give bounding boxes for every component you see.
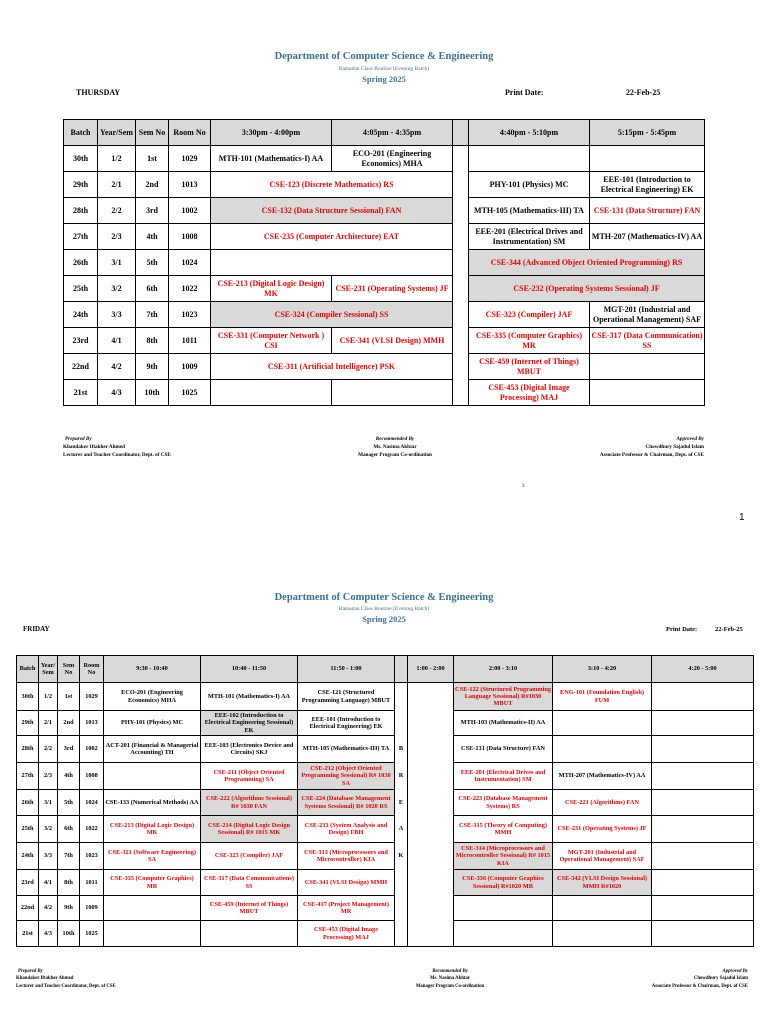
class-cell: CSE-223 (Database Management Systems) RS	[454, 790, 553, 816]
class-cell	[469, 146, 590, 172]
sem-no-cell: 6th	[136, 276, 169, 302]
class-cell	[590, 146, 705, 172]
class-cell: MGT-201 (Industrial and Operational Management) SAF	[590, 302, 705, 328]
room-cell: 1024	[80, 790, 104, 816]
class-cell: PHY-101 (Physics) MC	[469, 172, 590, 198]
class-cell	[553, 896, 652, 921]
header-slot-5: 3:10 - 4:20	[553, 656, 652, 683]
sem-no-cell: 9th	[136, 354, 169, 380]
approved-name: Chowdhury Sajadul Islam	[645, 444, 704, 451]
break-cell	[453, 354, 469, 380]
sem-no-cell: 7th	[136, 302, 169, 328]
class-cell	[211, 250, 453, 276]
class-cell: CSE-214 (Digital Logic Design Sessional) R# 1015 MK	[201, 816, 298, 843]
sem-no-cell: 10th	[136, 380, 169, 406]
class-cell: CSE-213 (Digital Logic Design) MK	[104, 816, 201, 843]
friday-routine-table	[16, 655, 754, 947]
sem-no-cell: 4th	[58, 763, 80, 790]
header-sem-no: Sem No	[136, 120, 169, 146]
batch-cell: 24th	[64, 302, 98, 328]
break-letter-e: E	[395, 790, 408, 816]
class-cell	[652, 896, 754, 921]
class-cell: MTH-105 (Mathematics-III) TA	[469, 198, 590, 224]
table-row	[17, 870, 754, 896]
gap-cell	[395, 921, 408, 947]
class-cell: MTH-101 (Mathematics-I) AA	[211, 146, 332, 172]
page2-dept-title: Department of Computer Science & Engineering	[274, 592, 494, 603]
room-cell: 1029	[169, 146, 211, 172]
break-cell	[453, 146, 469, 172]
room-cell: 1002	[169, 198, 211, 224]
sem-no-cell: 5th	[136, 250, 169, 276]
recommended-label: Recommended By	[432, 969, 468, 974]
recommended-role: Manager Program Co-ordination	[415, 983, 485, 989]
room-cell: 1025	[80, 921, 104, 947]
class-cell: CSE-123 (Discrete Mathematics) RS	[211, 172, 453, 198]
page1-print-date: 22-Feb-25	[626, 88, 661, 97]
break-cell	[453, 198, 469, 224]
page1-recommended-by	[340, 435, 450, 459]
class-cell: CSE-342 (VLSI Design Sessional) MMH R#1020	[553, 870, 652, 896]
class-cell: CSE-323 (Compiler) JAF	[469, 302, 590, 328]
batch-cell: 30th	[17, 683, 39, 711]
batch-cell: 28th	[64, 198, 98, 224]
header-slot-1: 3:30pm - 4:00pm	[211, 120, 332, 146]
class-cell: CSE-133 (Numerical Methods) AA	[104, 790, 201, 816]
sem-no-cell: 4th	[136, 224, 169, 250]
class-cell: CSE-213 (Digital Logic Design) MK	[211, 276, 332, 302]
class-cell	[590, 354, 705, 380]
table-row	[64, 354, 705, 380]
sem-no-cell: 8th	[136, 328, 169, 354]
class-cell: CSE-224 (Database Management Systems Sessional) R# 1020 RS	[298, 790, 395, 816]
batch-cell: 29th	[64, 172, 98, 198]
year-sem-cell: 4/2	[98, 354, 136, 380]
sem-no-cell: 6th	[58, 816, 80, 843]
header-slot-4: 5:15pm - 5:45pm	[590, 120, 705, 146]
header-batch: Batch	[64, 120, 98, 146]
class-cell: CSE-453 (Digital Image Processing) MAJ	[469, 380, 590, 406]
class-cell: EEE-102 (Introduction to Electrical Engineering Sessional) EK	[201, 711, 298, 736]
year-sem-cell: 2/2	[39, 736, 58, 763]
class-cell: CSE-331 (Computer Network ) CSI	[211, 328, 332, 354]
recommended-label: Recommended By	[375, 436, 415, 442]
room-cell: 1002	[80, 736, 104, 763]
sem-no-cell: 9th	[58, 896, 80, 921]
class-cell: CSE-211 (Object Oriented Programming) SA	[201, 763, 298, 790]
page2-routine-title: Ramadan Class Routine (Evening Batch)	[338, 606, 430, 612]
sem-no-cell: 7th	[58, 843, 80, 870]
class-cell: CSE-335 (Computer Graphics) MR	[469, 328, 590, 354]
class-cell: EEE-101 (Introduction to Electrical Engineering) EK	[298, 711, 395, 736]
page1-prepared-by	[63, 435, 171, 459]
class-cell: EEE-103 (Electronics Device and Circuits) SKJ	[201, 736, 298, 763]
class-cell: CSE-324 (Compiler Sessional) SS	[211, 302, 453, 328]
class-cell: MGT-201 (Industrial and Operational Management) SAF	[553, 843, 652, 870]
recommended-role: Manager Program Co-ordination	[358, 452, 432, 459]
class-cell: ECO-201 (Engineering Economics) MHA	[104, 683, 201, 711]
table-row	[17, 683, 754, 711]
room-cell: 1013	[80, 711, 104, 736]
approved-label: Approved By	[676, 436, 704, 442]
class-cell: CSE-417 (Project Management) MR	[298, 896, 395, 921]
table-row	[64, 380, 705, 406]
room-cell: 1008	[80, 763, 104, 790]
break-letter-a: A	[395, 816, 408, 843]
room-cell: 1009	[80, 896, 104, 921]
table-row	[64, 328, 705, 354]
class-cell: CSE-336 (Computer Graphics Sessional) R#1020 MR	[454, 870, 553, 896]
year-sem-cell: 3/1	[98, 250, 136, 276]
class-cell: CSE-221 (Algorithms) FAN	[553, 790, 652, 816]
batch-cell: 27th	[64, 224, 98, 250]
year-sem-cell: 2/3	[98, 224, 136, 250]
room-cell: 1029	[80, 683, 104, 711]
room-cell: 1023	[80, 843, 104, 870]
page1-routine-title: Ramadan Class Routine (Evening Batch)	[338, 66, 430, 72]
class-cell: EEE-201 (Electrical Drives and Instrumentation) SM	[454, 763, 553, 790]
batch-cell: 25th	[17, 816, 39, 843]
class-cell: CSE-232 (Operating Systems Sessional) JF	[469, 276, 705, 302]
year-sem-cell: 1/2	[98, 146, 136, 172]
room-cell: 1024	[169, 250, 211, 276]
table-row	[17, 843, 754, 870]
class-cell	[104, 921, 201, 947]
page2-print-label: Print Date:	[666, 626, 698, 633]
page2-recommended-by	[395, 968, 505, 990]
table-row	[64, 172, 705, 198]
header-slot-1: 9:30 - 10:40	[104, 656, 201, 683]
class-cell	[652, 843, 754, 870]
break-letter-k: K	[395, 843, 408, 870]
batch-cell: 22nd	[64, 354, 98, 380]
break-cell	[408, 790, 454, 816]
table-row	[64, 276, 705, 302]
page-number: 1	[739, 512, 745, 523]
break-cell	[453, 172, 469, 198]
class-cell: CSE-235 (Computer Architecture) EAT	[211, 224, 453, 250]
room-cell: 1013	[169, 172, 211, 198]
year-sem-cell: 4/2	[39, 896, 58, 921]
year-sem-cell: 3/2	[98, 276, 136, 302]
class-cell	[652, 711, 754, 736]
batch-cell: 29th	[17, 711, 39, 736]
prepared-name: Khandaker Iftakher Ahmed	[63, 444, 126, 451]
class-cell: ACT-201 (Financial & Managerial Accounting) TH	[104, 736, 201, 763]
page1-dept-title: Department of Computer Science & Engineering	[274, 51, 494, 62]
class-cell	[332, 380, 453, 406]
header-sem-no: Sem No	[58, 656, 80, 683]
table-header-row	[17, 656, 754, 683]
approved-name: Chowdhury Sajadul Islam	[693, 976, 748, 982]
batch-cell: 26th	[64, 250, 98, 276]
year-sem-cell: 3/2	[39, 816, 58, 843]
table-row	[17, 711, 754, 736]
batch-cell: 22nd	[17, 896, 39, 921]
batch-cell: 26th	[17, 790, 39, 816]
year-sem-cell: 4/1	[39, 870, 58, 896]
thursday-routine-table	[63, 119, 705, 406]
class-cell: CSE-233 (System Analysis and Design) FBH	[298, 816, 395, 843]
class-cell	[104, 763, 201, 790]
gap-cell	[395, 683, 408, 711]
room-cell: 1025	[169, 380, 211, 406]
year-sem-cell: 4/3	[39, 921, 58, 947]
break-cell	[408, 683, 454, 711]
class-cell: CSE-311 (Artificial Intelligence) PSK	[211, 354, 453, 380]
class-cell: EEE-201 (Electrical Drives and Instrumentation) SM	[469, 224, 590, 250]
room-cell: 1022	[169, 276, 211, 302]
class-cell: CSE-222 (Algorithms Sessional) R# 1030 FAN	[201, 790, 298, 816]
break-cell	[408, 816, 454, 843]
class-cell: CSE-459 (Internet of Things) MBUT	[469, 354, 590, 380]
sem-no-cell: 2nd	[136, 172, 169, 198]
prepared-name: Khandaker Iftakher Ahmed	[16, 976, 74, 982]
class-cell: CSE-335 (Computer Graphics) MR	[104, 870, 201, 896]
table-row	[17, 763, 754, 790]
page2-print-date: 22-Feb-25	[715, 626, 743, 633]
break-cell	[453, 250, 469, 276]
header-year-sem: Year/ Sem	[39, 656, 58, 683]
class-cell	[201, 921, 298, 947]
break-letter-b: B	[395, 736, 408, 763]
recommended-name: Ms. Nasima Akhtar	[429, 976, 471, 982]
break-cell	[408, 763, 454, 790]
class-cell	[652, 921, 754, 947]
break-cell	[453, 224, 469, 250]
prepared-label: Prepared By	[65, 436, 92, 442]
class-cell: EEE-101 (Introduction to Electrical Engineering) EK	[590, 172, 705, 198]
header-break	[453, 120, 469, 146]
header-slot-3: 4:40pm - 5:10pm	[469, 120, 590, 146]
room-cell: 1009	[169, 354, 211, 380]
batch-cell: 23rd	[17, 870, 39, 896]
batch-cell: 28th	[17, 736, 39, 763]
break-letter-r: R	[395, 763, 408, 790]
table-row	[64, 198, 705, 224]
page1-day: THURSDAY	[76, 88, 121, 97]
sem-no-cell: 1st	[136, 146, 169, 172]
batch-cell: 30th	[64, 146, 98, 172]
sem-no-cell: 1st	[58, 683, 80, 711]
class-cell: CSE-231 (Operating Systems) JF	[553, 816, 652, 843]
approved-label: Approved By	[722, 969, 748, 974]
class-cell: MTH-207 (Mathematics-IV) AA	[553, 763, 652, 790]
gap-cell	[395, 896, 408, 921]
break-cell	[453, 380, 469, 406]
page1-approved-by	[560, 435, 704, 459]
year-sem-cell: 2/1	[39, 711, 58, 736]
class-cell: CSE-231 (Operating Systems) JF	[332, 276, 453, 302]
sem-no-cell: 3rd	[136, 198, 169, 224]
class-cell	[652, 816, 754, 843]
year-sem-cell: 3/3	[98, 302, 136, 328]
prepared-role: Lecturer and Teacher Coordinator, Dept. of CSE	[63, 452, 171, 459]
break-cell	[408, 921, 454, 947]
room-cell: 1011	[80, 870, 104, 896]
room-cell: 1011	[169, 328, 211, 354]
class-cell: CSE-315 (Theory of Computing) MMH	[454, 816, 553, 843]
batch-cell: 27th	[17, 763, 39, 790]
page1-print-label: Print Date:	[505, 88, 544, 97]
sem-no-cell: 3rd	[58, 736, 80, 763]
class-cell: CSE-121 (Structured Programming Language) MBUT	[298, 683, 395, 711]
year-sem-cell: 3/3	[39, 843, 58, 870]
class-cell	[652, 870, 754, 896]
class-cell: CSE-212 (Object Oriented Programming Sessional) R# 1030 SA	[298, 763, 395, 790]
sem-no-cell: 2nd	[58, 711, 80, 736]
batch-cell: 23rd	[64, 328, 98, 354]
year-sem-cell: 2/2	[98, 198, 136, 224]
class-cell: CSE-341 (VLSI Design) MMH	[332, 328, 453, 354]
header-slot-6: 4:20 - 5:00	[652, 656, 754, 683]
sem-no-cell: 5th	[58, 790, 80, 816]
batch-cell: 21st	[64, 380, 98, 406]
class-cell	[553, 736, 652, 763]
table-row	[17, 790, 754, 816]
class-cell	[553, 711, 652, 736]
class-cell: CSE-131 (Data Structure) FAN	[590, 198, 705, 224]
table-row	[17, 736, 754, 763]
table-row	[17, 921, 754, 947]
gap-cell	[395, 711, 408, 736]
class-cell: MTH-103 (Mathematics-II) AA	[454, 711, 553, 736]
class-cell: CSE-122 (Structured Programming Language Sessional) R#1030 MBUT	[454, 683, 553, 711]
class-cell: CSE-314 (Microprocessors and Microcontroller Sessional) R# 1015 KIA	[454, 843, 553, 870]
page1-semester: Spring 2025	[362, 74, 406, 84]
class-cell: CSE-321 (Software Engineering) SA	[104, 843, 201, 870]
room-cell: 1022	[80, 816, 104, 843]
class-cell: ECO-201 (Engineering Economics) MHA	[332, 146, 453, 172]
header-slot-2: 4:05pm - 4:35pm	[332, 120, 453, 146]
class-cell	[652, 683, 754, 711]
page2-day: FRIDAY	[23, 625, 50, 633]
room-cell: 1008	[169, 224, 211, 250]
class-cell	[454, 896, 553, 921]
class-cell	[652, 763, 754, 790]
year-sem-cell: 2/1	[98, 172, 136, 198]
page2-approved-by	[600, 968, 748, 990]
table-row	[17, 816, 754, 843]
header-batch: Batch	[17, 656, 39, 683]
class-cell: CSE-317 (Data Communications) SS	[201, 870, 298, 896]
header-slot-break: 1:00 - 2:00	[408, 656, 454, 683]
room-cell: 1023	[169, 302, 211, 328]
table-row	[17, 896, 754, 921]
header-slot-4: 2:00 - 3:10	[454, 656, 553, 683]
year-sem-cell: 3/1	[39, 790, 58, 816]
class-cell: CSE-453 (Digital Image Processing) MAJ	[298, 921, 395, 947]
table-row	[64, 302, 705, 328]
break-cell	[453, 328, 469, 354]
year-sem-cell: 4/1	[98, 328, 136, 354]
year-sem-cell: 2/3	[39, 763, 58, 790]
gap-cell	[395, 870, 408, 896]
year-sem-cell: 4/3	[98, 380, 136, 406]
class-cell	[652, 736, 754, 763]
table-row	[64, 224, 705, 250]
sem-no-cell: 8th	[58, 870, 80, 896]
page2-semester: Spring 2025	[362, 614, 406, 624]
table-row	[64, 250, 705, 276]
header-slot-3: 11:50 - 1:00	[298, 656, 395, 683]
class-cell	[652, 790, 754, 816]
class-cell: CSE-313 (Microprocessors and Microcontroller) KIA	[298, 843, 395, 870]
class-cell: CSE-341 (VLSI Design) MMH	[298, 870, 395, 896]
header-room-no: Room No	[169, 120, 211, 146]
header-slot-2: 10:40 - 11:50	[201, 656, 298, 683]
class-cell	[104, 896, 201, 921]
class-cell	[553, 921, 652, 947]
break-cell	[408, 843, 454, 870]
batch-cell: 24th	[17, 843, 39, 870]
class-cell	[454, 921, 553, 947]
approved-role: Associate Professor & Chairman, Dept. of CSE	[599, 452, 704, 459]
header-room-no: Room No	[80, 656, 104, 683]
year-sem-cell: 1/2	[39, 683, 58, 711]
break-cell	[453, 276, 469, 302]
batch-cell: 25th	[64, 276, 98, 302]
sem-no-cell: 10th	[58, 921, 80, 947]
page2-prepared-by	[16, 968, 116, 990]
class-cell: CSE-459 (Internet of Things) MBUT	[201, 896, 298, 921]
batch-cell: 21st	[17, 921, 39, 947]
header-year-sem: Year/Sem	[98, 120, 136, 146]
class-cell: MTH-207 (Mathematics-IV) AA	[590, 224, 705, 250]
break-cell	[453, 302, 469, 328]
header-gap	[395, 656, 408, 683]
class-cell: CSE-131 (Data Structure) FAN	[454, 736, 553, 763]
class-cell: PHY-101 (Physics) MC	[104, 711, 201, 736]
approved-role: Associate Professor & Chairman, Dept. of CSE	[651, 983, 748, 989]
break-cell	[408, 736, 454, 763]
class-cell	[590, 380, 705, 406]
class-cell: CSE-344 (Advanced Object Oriented Programming) RS	[469, 250, 705, 276]
recommended-name: Ms. Nasima Akhtar	[373, 444, 417, 451]
class-cell: ENG-101 (Foundation English) FUM	[553, 683, 652, 711]
small-page-number: 3	[522, 484, 525, 489]
prepared-label: Prepared By	[18, 969, 43, 974]
class-cell: CSE-132 (Data Structure Sessional) FAN	[211, 198, 453, 224]
break-cell	[408, 896, 454, 921]
break-cell	[408, 711, 454, 736]
class-cell: MTH-105 (Mathematics-III) TA	[298, 736, 395, 763]
table-row	[64, 146, 705, 172]
class-cell: MTH-101 (Mathematics-I) AA	[201, 683, 298, 711]
table-header-row	[64, 120, 705, 146]
class-cell: CSE-317 (Data Communication) SS	[590, 328, 705, 354]
prepared-role: Lecturer and Teacher Coordinator, Dept. of CSE	[16, 983, 116, 989]
break-cell	[408, 870, 454, 896]
class-cell: CSE-323 (Compiler) JAF	[201, 843, 298, 870]
class-cell	[211, 380, 332, 406]
